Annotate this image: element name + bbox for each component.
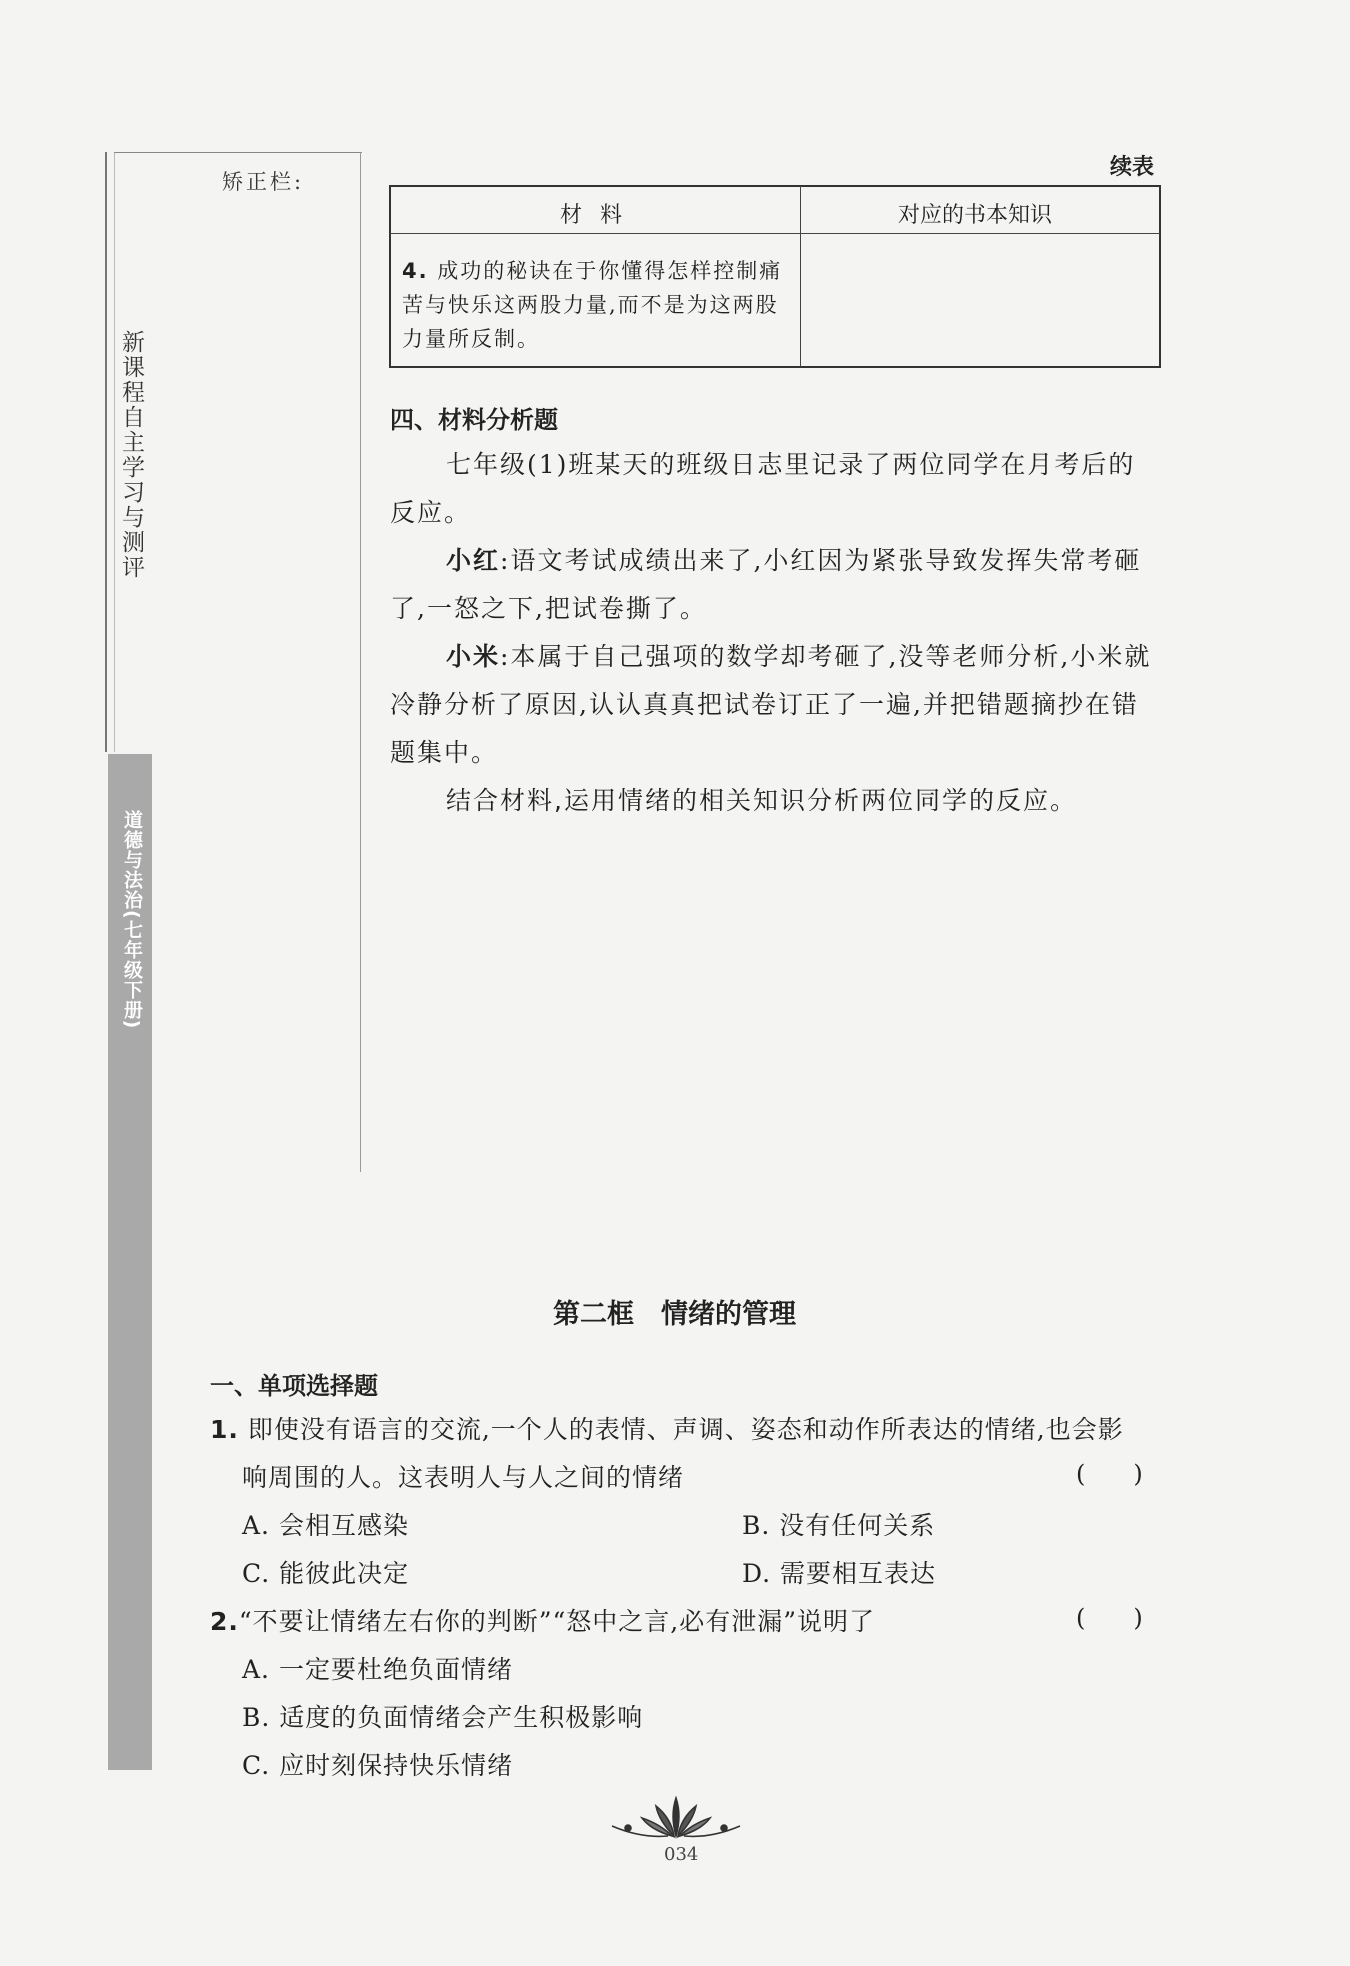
question-1-stem [210, 1406, 1124, 1454]
question-section-heading: 一、单项选择题 [210, 1372, 378, 1400]
table-row-material [402, 254, 794, 356]
question-1-stem-cont: 响周围的人。这表明人与人之间的情绪 [242, 1463, 685, 1492]
correction-column-label: 矫正栏: [222, 170, 305, 194]
margin-top-line [114, 152, 362, 153]
speaker-name: 小米 [446, 642, 501, 671]
question-number: 2. [210, 1607, 239, 1636]
table-header-divider [390, 233, 1160, 234]
speaker-text: :语文考试成绩出来了,小红因为紧张导致发挥失常考砸了,一怒之下,把试卷撕了。 [390, 546, 1142, 623]
speaker-name: 小红 [446, 546, 501, 575]
floral-ornament-icon [606, 1792, 746, 1842]
section-heading: 四、材料分析题 [390, 406, 558, 434]
option-b: B. 没有任何关系 [742, 1511, 936, 1540]
table-row-text: 成功的秘诀在于你懂得怎样控制痛苦与快乐这两股力量,而不是为这两股力量所反制。 [402, 259, 783, 351]
question-number: 1. [210, 1415, 239, 1444]
question-text: “不要让情绪左右你的判断”“怒中之言,必有泄漏”说明了 [238, 1607, 875, 1636]
material-intro: 七年级(1)班某天的班级日志里记录了两位同学在月考后的反应。 [390, 450, 1136, 527]
option-c: C. 能彼此决定 [242, 1559, 410, 1588]
option-a: A. 会相互感染 [242, 1511, 409, 1540]
option-c: C. 应时刻保持快乐情绪 [242, 1751, 514, 1780]
table-column-divider [800, 186, 801, 367]
question-2-stem [210, 1598, 875, 1646]
speaker-text: :本属于自己强项的数学却考砸了,没等老师分析,小米就冷静分析了原因,认认真真把试卷订正了一遍,并把错题摘抄在错题集中。 [390, 642, 1152, 767]
correction-column-rule [360, 152, 361, 1172]
table-header-knowledge: 对应的书本知识 [898, 203, 1053, 228]
option-d: D. 需要相互表达 [742, 1559, 937, 1588]
material-xiaohong [390, 537, 1162, 633]
subject-label-vertical: 道德与法治(七年级下册) [121, 810, 143, 1030]
table-header-material: 材料 [560, 203, 641, 228]
analysis-task: 结合材料,运用情绪的相关知识分析两位同学的反应。 [446, 786, 1077, 815]
option-a: A. 一定要杜绝负面情绪 [242, 1655, 513, 1684]
table-row-number: 4. [402, 259, 429, 283]
answer-bracket: ( ) [1076, 1604, 1143, 1632]
page-number: 034 [664, 1844, 699, 1865]
table-continued-label: 续表 [1110, 155, 1155, 180]
answer-bracket: ( ) [1076, 1460, 1143, 1488]
question-text: 即使没有语言的交流,一个人的表情、声调、姿态和动作所表达的情绪,也会影 [247, 1415, 1124, 1444]
option-b: B. 适度的负面情绪会产生积极影响 [242, 1703, 644, 1732]
book-title-vertical: 新课程自主学习与测评 [118, 330, 144, 580]
lesson-title: 第二框 情绪的管理 [553, 1299, 796, 1330]
material-xiaomi [390, 633, 1162, 777]
margin-rule [105, 152, 107, 752]
